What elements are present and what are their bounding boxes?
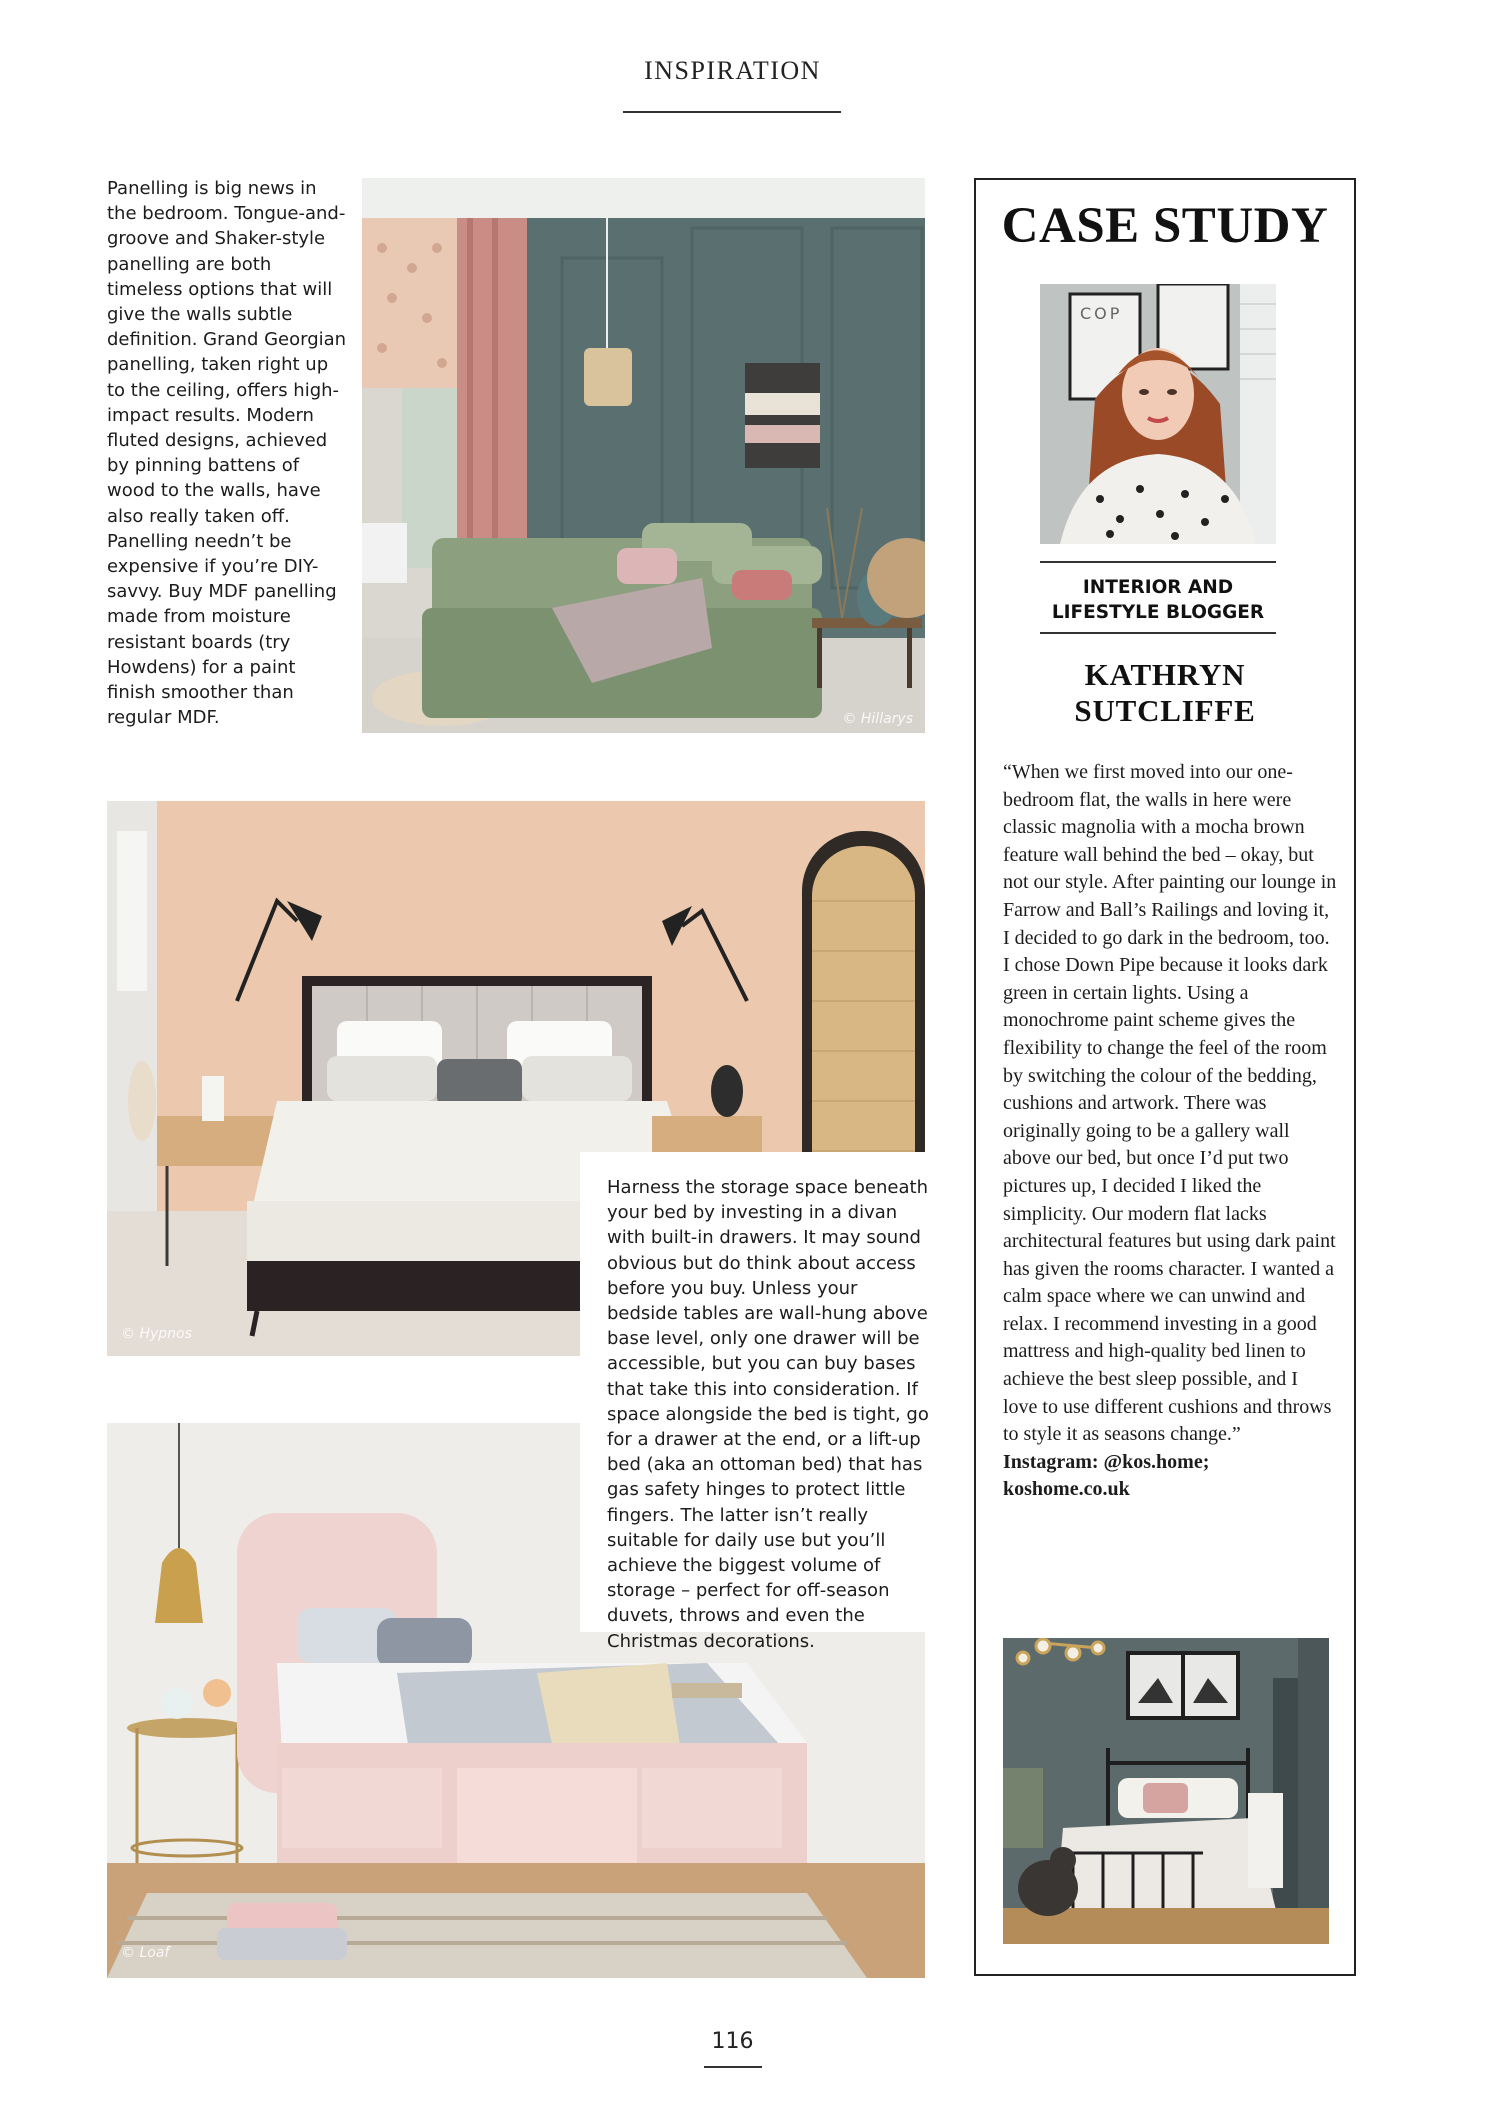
page-number: 116 bbox=[711, 2029, 754, 2054]
storage-paragraph: Harness the storage space beneath your bed by investing in a divan with built-in drawers. It may sound obvious but do think about access before you buy. Unless your bedside tables are wall-hung above base level, only one drawer will be accessible, but you can buy bases that take this into consideration. If space alongside the bed is tight, go for a drawer at the end, or a lift-up bed (aka an ottoman bed) that has gas safety hinges to protect little fingers. The latter isn’t really suitable for daily use but you’ll achieve the biggest volume of storage – perfect for off-season duvets, throws and even the Christmas decorations. bbox=[607, 1177, 929, 1652]
role-line: LIFESTYLE BLOGGER bbox=[1051, 602, 1265, 623]
blogger-portrait bbox=[1040, 284, 1276, 544]
name-line: KATHRYN bbox=[1084, 657, 1246, 692]
blogger-bedroom-photo bbox=[1003, 1638, 1329, 1944]
blogger-role bbox=[1040, 575, 1276, 625]
blogger-name bbox=[1000, 657, 1330, 729]
role-rule-top bbox=[1040, 561, 1276, 563]
website-link[interactable]: koshome.co.uk bbox=[1003, 1478, 1130, 1501]
panelled-bedroom-illustration bbox=[362, 178, 925, 733]
page-number-rule bbox=[704, 2066, 762, 2068]
portrait-illustration bbox=[1040, 284, 1276, 544]
photo-credit: © Hillarys bbox=[842, 711, 913, 727]
intro-paragraph: Panelling is big news in the bedroom. Tongue-and-groove and Shaker-style panelling are both timeless options that will give the walls subtle definition. Grand Georgian panelling, taken right up to the ceiling, offers high-impact results. Modern fluted designs, achieved by pinning battens of wood to the walls, have also really taken off. Panelling needn’t be expensive if you’re DIY-savvy. Buy MDF panelling made from moisture resistant boards (try Howdens) for a paint finish smoother than regular MDF. bbox=[107, 178, 347, 729]
photo-credit: © Loaf bbox=[121, 1945, 170, 1961]
role-line: INTERIOR AND bbox=[1082, 577, 1234, 598]
dark-bedroom-illustration bbox=[1003, 1638, 1329, 1944]
section-title: INSPIRATION bbox=[644, 56, 821, 85]
section-divider bbox=[623, 111, 841, 113]
case-study-title: CASE STUDY bbox=[1001, 198, 1329, 254]
svg-text:COP: COP bbox=[1080, 304, 1123, 323]
role-rule-bottom bbox=[1040, 632, 1276, 634]
name-line: SUTCLIFFE bbox=[1074, 693, 1256, 728]
case-study-quote bbox=[1003, 759, 1337, 1504]
quote-text: “When we first moved into our one-bedroom flat, the walls in here were classic magnolia with a mocha brown feature wall behind the bed – okay, but not our style. After painting our lounge in Farrow and Ball’s Railings and loving it, I decided to go dark in the bedroom, too. I chose Down Pipe because it looks dark green in certain lights. Using a monochrome paint scheme gives the flexibility to change the feel of the room by switching the colour of the bedding, cushions and artwork. There was originally going to be a gallery wall above our bed, but once I’d put two pictures up, I decided I liked the simplicity. Our modern flat lacks architectural features but using dark paint has given the rooms character. I wanted a calm space where we can unwind and relax. I recommend investing in a good mattress and high-quality bed linen to achieve the best sleep possible, and I love to use different cushions and throws to style it as seasons change.” bbox=[1003, 761, 1337, 1446]
photo-credit: © Hypnos bbox=[121, 1326, 192, 1342]
instagram-handle: Instagram: @kos.home; bbox=[1003, 1450, 1210, 1473]
panelled-bedroom-photo bbox=[362, 178, 925, 733]
